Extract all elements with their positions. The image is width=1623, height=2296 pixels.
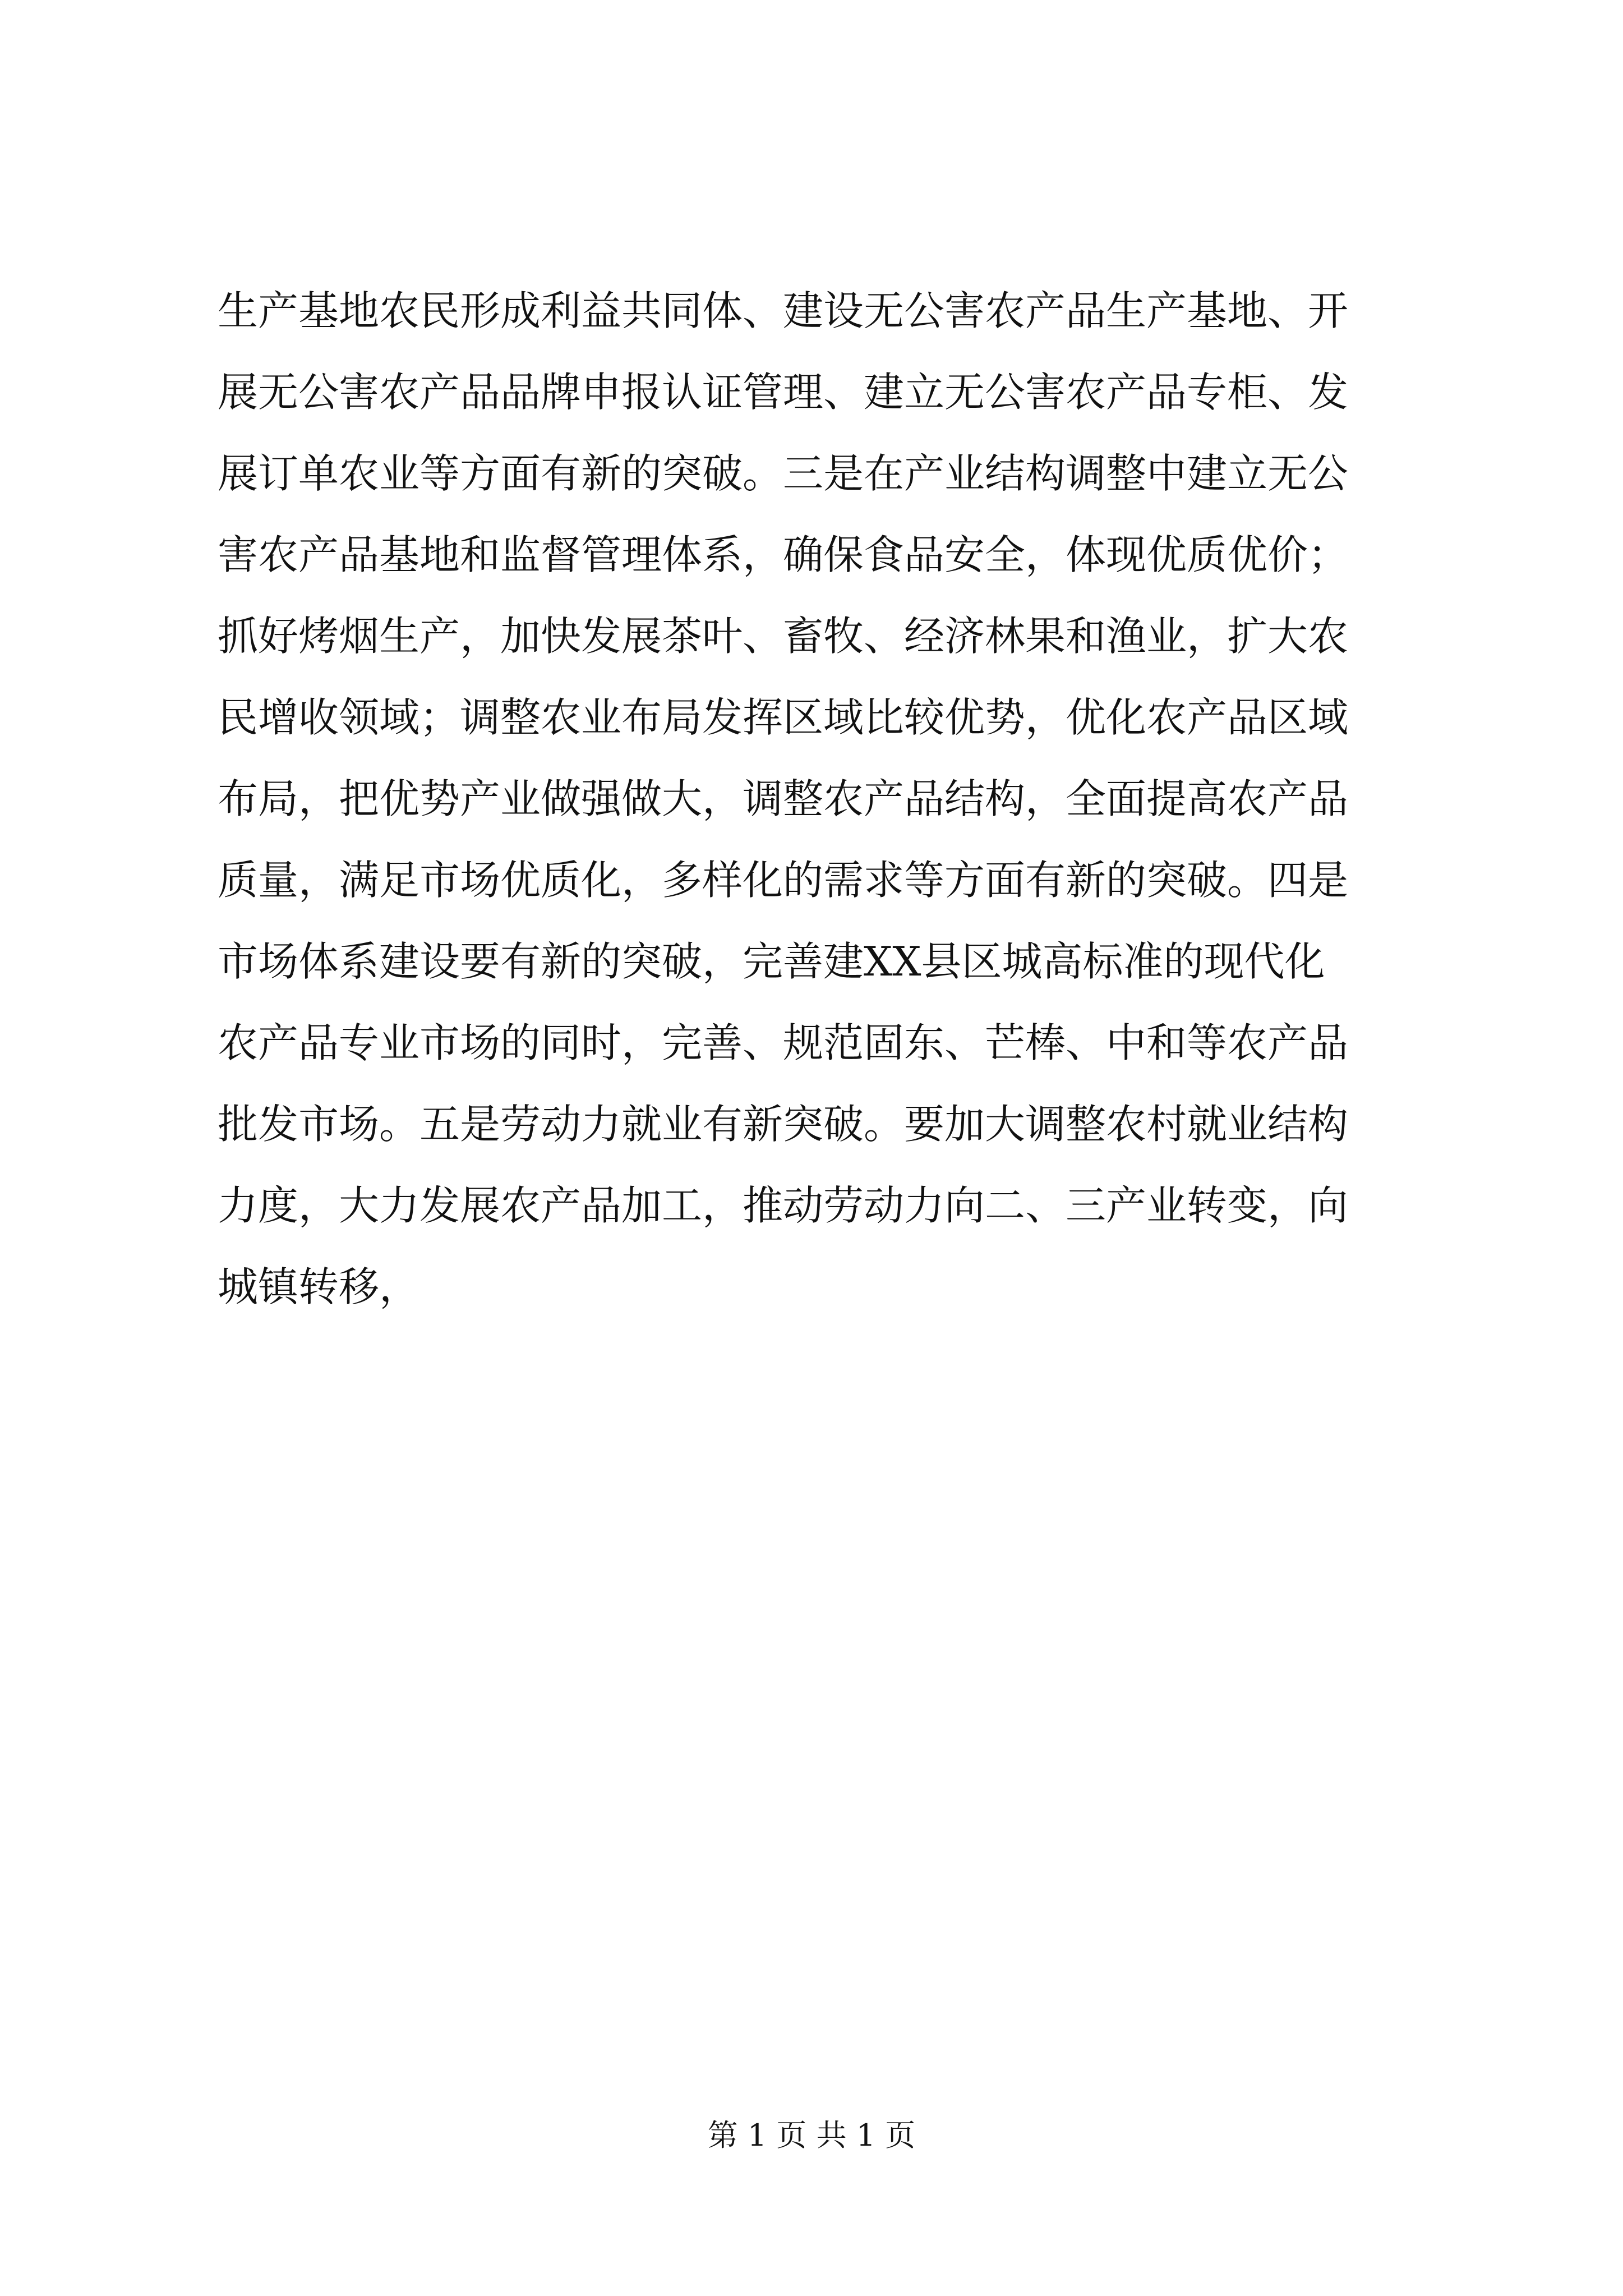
body-paragraph — [218, 270, 1412, 1328]
text-line: 市场体系建设要有新的突破，完善建XX县区城高标准的现代化 — [218, 938, 1325, 985]
text-line: 城镇转移， — [218, 1263, 420, 1310]
text-line: 农产品专业市场的同时，完善、规范固东、芒棒、中和等农产品 — [218, 1019, 1349, 1066]
text-line: 民增收领域；调整农业布局发挥区域比较优势，优化农产品区域 — [218, 694, 1349, 741]
text-line: 展无公害农产品品牌申报认证管理、建立无公害农产品专柜、发 — [218, 369, 1349, 416]
text-line: 害农产品基地和监督管理体系，确保食品安全，体现优质优价； — [218, 531, 1349, 578]
text-line: 抓好烤烟生产，加快发展茶叶、畜牧、经济林果和渔业，扩大农 — [218, 613, 1349, 660]
page-number-footer: 第 1 页 共 1 页 — [707, 2118, 916, 2153]
text-line: 质量，满足市场优质化，多样化的需求等方面有新的突破。四是 — [218, 857, 1349, 904]
text-line: 批发市场。五是劳动力就业有新突破。要加大调整农村就业结构 — [218, 1101, 1349, 1148]
text-line: 布局，把优势产业做强做大，调整农产品结构，全面提高农产品 — [218, 775, 1349, 822]
text-line: 展订单农业等方面有新的突破。三是在产业结构调整中建立无公 — [218, 450, 1349, 497]
text-line: 生产基地农民形成利益共同体、建设无公害农产品生产基地、开 — [218, 287, 1349, 334]
text-line: 力度，大力发展农产品加工，推动劳动力向二、三产业转变，向 — [218, 1182, 1349, 1229]
